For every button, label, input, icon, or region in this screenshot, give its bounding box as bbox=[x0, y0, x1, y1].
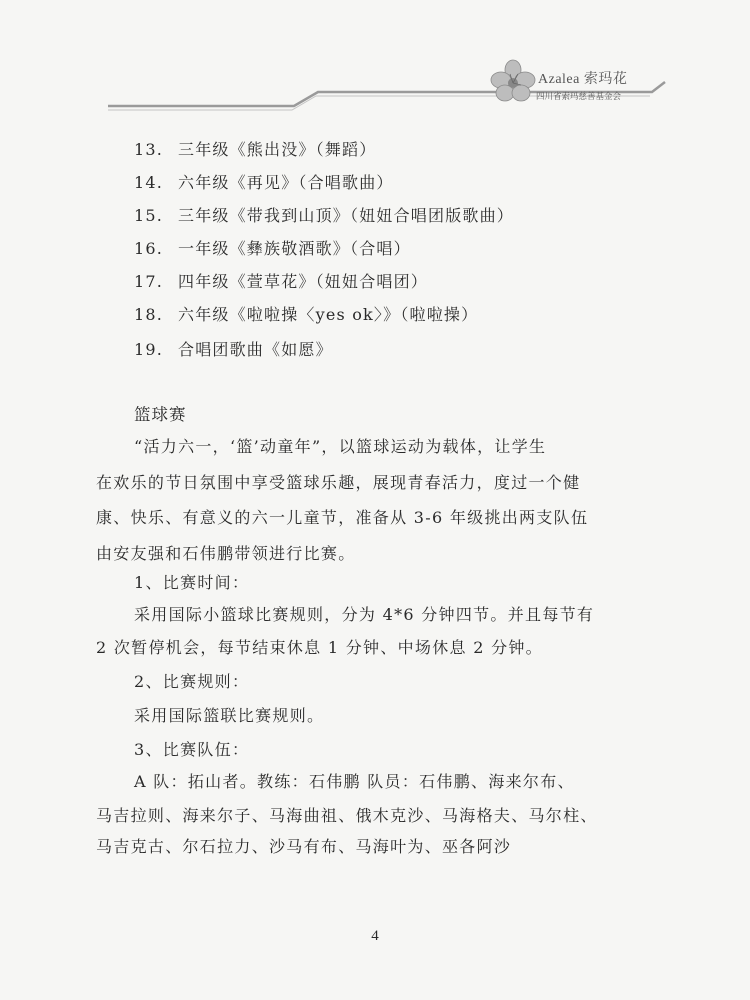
program-item: 19. 合唱团歌曲《如愿》 bbox=[134, 340, 333, 359]
team-line: 马吉克古、尔石拉力、沙马有布、马海叶为、巫各阿沙 bbox=[96, 837, 512, 856]
intro-line: 由安友强和石伟鹏带领进行比赛。 bbox=[96, 544, 356, 563]
page-number: 4 bbox=[371, 928, 379, 944]
logo-subtitle: 四川省索玛慈善基金会 bbox=[536, 91, 622, 101]
program-item: 15. 三年级《带我到山顶》（妞妞合唱团版歌曲） bbox=[134, 206, 515, 225]
rules-heading: 2、比赛规则： bbox=[134, 672, 250, 691]
logo-title: Azalea 索玛花 bbox=[538, 72, 628, 87]
rules-line: 采用国际篮联比赛规则。 bbox=[134, 706, 325, 725]
team-line: A 队：拓山者。教练：石伟鹏 队员：石伟鹏、海来尔布、 bbox=[134, 772, 575, 791]
intro-line: “活力六一，‘篮’动童年”，以篮球运动为载体，让学生 bbox=[134, 437, 547, 456]
program-item: 18. 六年级《啦啦操〈yes ok〉》（啦啦操） bbox=[134, 305, 479, 324]
teams-heading: 3、比赛队伍： bbox=[134, 740, 250, 759]
program-item: 16. 一年级《彝族敬酒歌》（合唱） bbox=[134, 239, 411, 258]
time-line: 采用国际小篮球比赛规则，分为 4*6 分钟四节。并且每节有 bbox=[134, 605, 595, 624]
time-line: 2 次暂停机会，每节结束休息 1 分钟、中场休息 2 分钟。 bbox=[96, 638, 543, 657]
intro-line: 康、快乐、有意义的六一儿童节，准备从 3-6 年级挑出两支队伍 bbox=[96, 508, 589, 527]
program-item: 14. 六年级《再见》（合唱歌曲） bbox=[134, 173, 394, 192]
azalea-flower-icon bbox=[488, 58, 538, 108]
program-item: 17. 四年级《萱草花》（妞妞合唱团） bbox=[134, 272, 429, 291]
program-item: 13. 三年级《熊出没》（舞蹈） bbox=[134, 140, 377, 159]
foundation-logo bbox=[488, 58, 660, 108]
time-heading: 1、比赛时间： bbox=[134, 573, 250, 592]
section-title-basketball: 篮球赛 bbox=[134, 405, 187, 424]
team-line: 马吉拉则、海来尔子、马海曲祖、俄木克沙、马海格夫、马尔柱、 bbox=[96, 806, 598, 825]
intro-line: 在欢乐的节日氛围中享受篮球乐趣，展现青春活力，度过一个健 bbox=[96, 473, 581, 492]
